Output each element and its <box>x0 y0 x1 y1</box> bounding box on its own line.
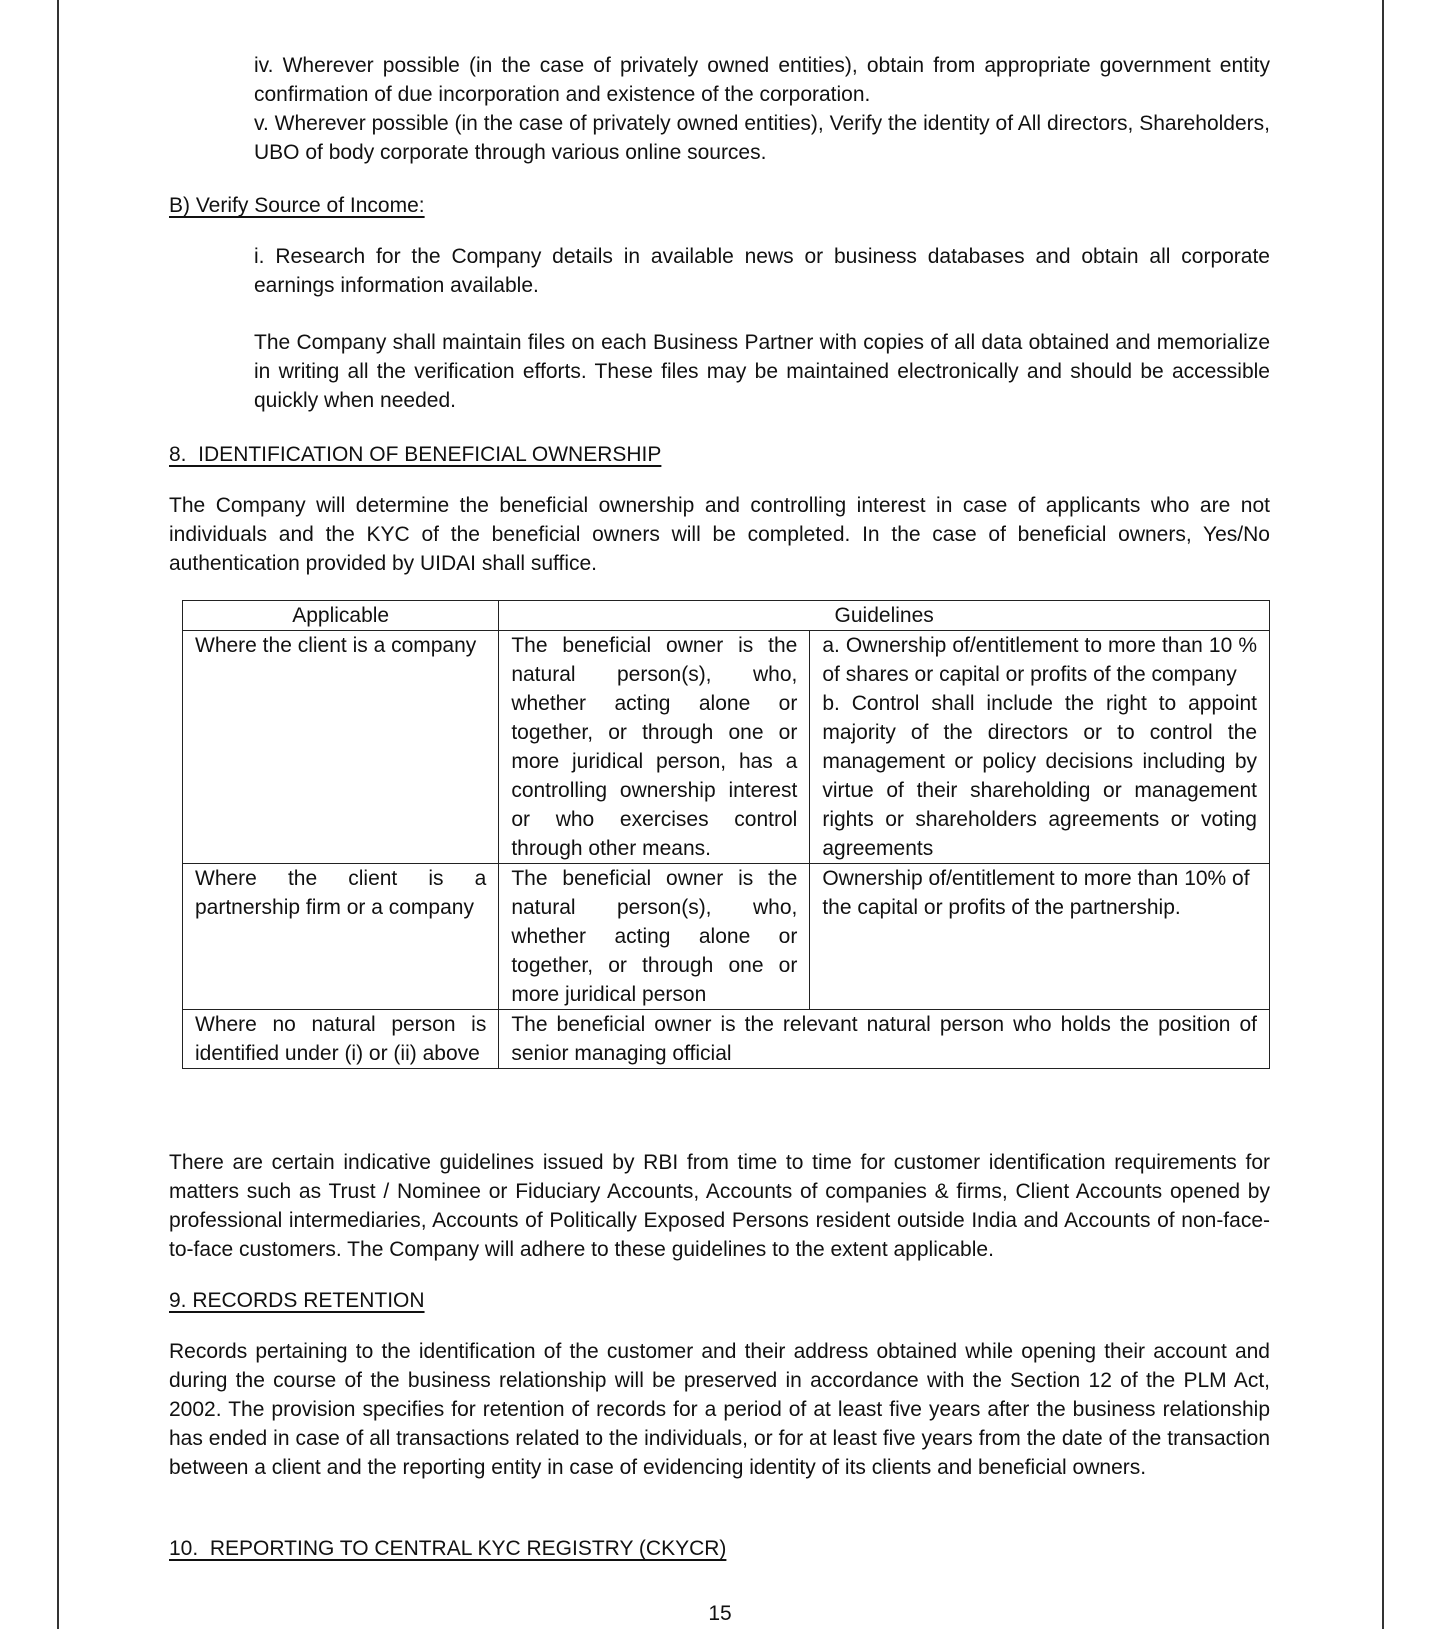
section-8-paragraph: The Company will determine the beneficial ownership and controlling interest in case of applicants who are not individuals and the KYC of the beneficial owners will be completed. In the case of beneficial owners, Yes/No authentication provided by UIDAI shall suffice. <box>169 494 1270 575</box>
row-3-applicable: Where no natural person is identified under (i) or (ii) above <box>183 1010 499 1069</box>
section-b-heading: B) Verify Source of Income: <box>169 194 425 217</box>
row-1-guideline-2b: b. Control shall include the right to appoint majority of the directors or to control the management or policy decisions including by virtue of their shareholding or management rights or shareholders agreements or voting agreements <box>822 692 1257 860</box>
table-row <box>183 631 1270 864</box>
section-b-item-i: i. Research for the Company details in available news or business databases and obtain all corporate earnings information available. <box>254 245 1270 297</box>
section-9-paragraph: Records pertaining to the identification of the customer and their address obtained while opening their account and during the course of the business relationship will be preserved in accordance with the Section 12 of the PLM Act, 2002. The provision specifies for retention of records for a period of at least five years after the business relationship has ended in case of all transactions related to the individuals, or for at least five years from the date of the transaction between a client and the reporting entity in case of evidencing identity of its clients and beneficial owners. <box>169 1340 1270 1479</box>
row-2-applicable: Where the client is a partnership firm or a company <box>183 864 499 1010</box>
rbi-paragraph: There are certain indicative guidelines issued by RBI from time to time for customer identification requirements for matters such as Trust / Nominee or Fiduciary Accounts, Accounts of companies & firms, Client Accounts opened by professional intermediaries, Accounts of Politically Exposed Persons resident outside India and Accounts of non-face-to-face customers. The Company will adhere to these guidelines to the extent applicable. <box>169 1151 1270 1261</box>
row-1-guideline-2a: a. Ownership of/entitlement to more than 10 % of shares or capital or profits of the company <box>822 634 1257 686</box>
section-9-heading: 9. RECORDS RETENTION <box>169 1289 425 1312</box>
row-2-guideline-1: The beneficial owner is the natural person(s), who, whether acting alone or together, or through one or more juridical person <box>499 864 810 1010</box>
table-row <box>183 864 1270 1010</box>
row-3-guideline: The beneficial owner is the relevant natural person who holds the position of senior managing official <box>499 1010 1270 1069</box>
table-row <box>183 1010 1270 1069</box>
section-8-heading: 8. IDENTIFICATION OF BENEFICIAL OWNERSHIP <box>169 443 662 466</box>
row-2-guideline-2: Ownership of/entitlement to more than 10% of the capital or profits of the partnership. <box>810 864 1270 1010</box>
table-header-row <box>183 601 1270 631</box>
files-paragraph: The Company shall maintain files on each Business Partner with copies of all data obtained and memorialize in writing all the verification efforts. These files may be maintained electronically and should be accessible quickly when needed. <box>254 331 1270 412</box>
header-guidelines: Guidelines <box>499 601 1270 631</box>
page-border-right <box>1382 0 1384 1629</box>
item-iv: iv. Wherever possible (in the case of privately owned entities), obtain from appropriate government entity confirmation of due incorporation and existence of the corporation. <box>254 54 1270 106</box>
section-10-heading: 10. REPORTING TO CENTRAL KYC REGISTRY (CKYCR) <box>169 1537 727 1560</box>
page-border-left <box>57 0 59 1629</box>
header-applicable: Applicable <box>183 601 499 631</box>
row-1-guideline-2 <box>810 631 1270 864</box>
page-number: 15 <box>708 1602 732 1625</box>
row-1-applicable: Where the client is a company <box>183 631 499 864</box>
beneficial-ownership-table <box>182 600 1270 1069</box>
item-v: v. Wherever possible (in the case of privately owned entities), Verify the identity of All directors, Shareholders, UBO of body corporate through various online sources. <box>254 112 1270 164</box>
row-1-guideline-1: The beneficial owner is the natural person(s), who, whether acting alone or together, or through one or more juridical person, has a controlling ownership interest or who exercises control through other means. <box>499 631 810 864</box>
